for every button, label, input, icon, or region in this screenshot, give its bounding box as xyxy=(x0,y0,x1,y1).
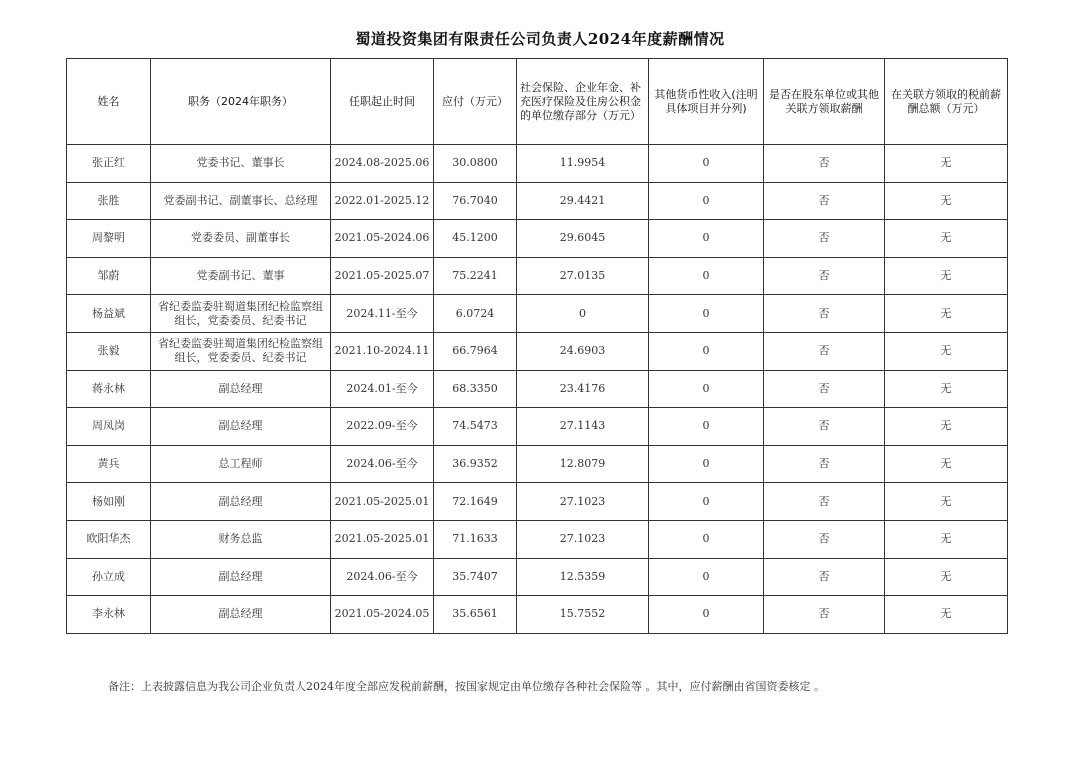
cell-term: 2024.06-至今 xyxy=(331,445,434,483)
cell-contributions: 29.4421 xyxy=(517,182,649,220)
cell-contributions: 0 xyxy=(517,295,649,333)
table-row xyxy=(67,257,1008,295)
cell-position: 党委副书记、副董事长、总经理 xyxy=(151,182,331,220)
header-term: 任职起止时间 xyxy=(331,59,434,145)
cell-name: 孙立成 xyxy=(67,558,151,596)
cell-other-income: 0 xyxy=(649,370,764,408)
document-title: 蜀道投资集团有限责任公司负责人2024年度薪酬情况 xyxy=(355,30,725,48)
cell-related-total: 无 xyxy=(885,596,1008,634)
cell-related-total: 无 xyxy=(885,182,1008,220)
cell-term: 2024.06-至今 xyxy=(331,558,434,596)
table-row xyxy=(67,520,1008,558)
cell-position: 党委书记、董事长 xyxy=(151,145,331,183)
table-row xyxy=(67,445,1008,483)
cell-contributions: 24.6903 xyxy=(517,332,649,370)
cell-paid-by-related: 否 xyxy=(764,558,885,596)
cell-position: 财务总监 xyxy=(151,520,331,558)
cell-paid-by-related: 否 xyxy=(764,596,885,634)
cell-other-income: 0 xyxy=(649,220,764,258)
table-header-row xyxy=(67,59,1008,145)
cell-contributions: 23.4176 xyxy=(517,370,649,408)
cell-contributions: 11.9954 xyxy=(517,145,649,183)
table-row xyxy=(67,483,1008,521)
cell-term: 2021.05-2024.06 xyxy=(331,220,434,258)
cell-other-income: 0 xyxy=(649,520,764,558)
cell-other-income: 0 xyxy=(649,558,764,596)
cell-term: 2021.05-2025.01 xyxy=(331,483,434,521)
cell-term: 2022.09-至今 xyxy=(331,408,434,446)
table-row xyxy=(67,145,1008,183)
table-row xyxy=(67,370,1008,408)
cell-related-total: 无 xyxy=(885,408,1008,446)
cell-related-total: 无 xyxy=(885,295,1008,333)
cell-position: 省纪委监委驻蜀道集团纪检监察组组长，党委委员、纪委书记 xyxy=(151,332,331,370)
cell-payable: 35.7407 xyxy=(434,558,517,596)
cell-term: 2021.05-2024.05 xyxy=(331,596,434,634)
cell-other-income: 0 xyxy=(649,332,764,370)
cell-name: 杨益斌 xyxy=(67,295,151,333)
header-position: 职务（2024年职务） xyxy=(151,59,331,145)
cell-other-income: 0 xyxy=(649,182,764,220)
cell-contributions: 27.1023 xyxy=(517,520,649,558)
table-row xyxy=(67,408,1008,446)
header-paid-by-related: 是否在股东单位或其他关联方领取薪酬 xyxy=(764,59,885,145)
cell-paid-by-related: 否 xyxy=(764,145,885,183)
cell-name: 蒋永林 xyxy=(67,370,151,408)
cell-paid-by-related: 否 xyxy=(764,408,885,446)
cell-payable: 68.3350 xyxy=(434,370,517,408)
cell-term: 2021.05-2025.07 xyxy=(331,257,434,295)
cell-related-total: 无 xyxy=(885,145,1008,183)
cell-contributions: 27.0135 xyxy=(517,257,649,295)
cell-contributions: 27.1023 xyxy=(517,483,649,521)
cell-name: 李永林 xyxy=(67,596,151,634)
cell-paid-by-related: 否 xyxy=(764,332,885,370)
cell-name: 张正红 xyxy=(67,145,151,183)
cell-related-total: 无 xyxy=(885,483,1008,521)
cell-payable: 72.1649 xyxy=(434,483,517,521)
cell-payable: 6.0724 xyxy=(434,295,517,333)
cell-term: 2024.08-2025.06 xyxy=(331,145,434,183)
cell-payable: 75.2241 xyxy=(434,257,517,295)
cell-name: 黄兵 xyxy=(67,445,151,483)
cell-related-total: 无 xyxy=(885,370,1008,408)
cell-other-income: 0 xyxy=(649,145,764,183)
cell-paid-by-related: 否 xyxy=(764,520,885,558)
cell-name: 张胜 xyxy=(67,182,151,220)
cell-position: 党委委员、副董事长 xyxy=(151,220,331,258)
cell-position: 副总经理 xyxy=(151,370,331,408)
cell-payable: 45.1200 xyxy=(434,220,517,258)
cell-other-income: 0 xyxy=(649,257,764,295)
cell-paid-by-related: 否 xyxy=(764,257,885,295)
cell-payable: 71.1633 xyxy=(434,520,517,558)
cell-payable: 36.9352 xyxy=(434,445,517,483)
salary-table xyxy=(66,58,1008,634)
cell-name: 周凤岗 xyxy=(67,408,151,446)
cell-other-income: 0 xyxy=(649,408,764,446)
cell-related-total: 无 xyxy=(885,520,1008,558)
cell-other-income: 0 xyxy=(649,596,764,634)
cell-term: 2024.01-至今 xyxy=(331,370,434,408)
cell-name: 欧阳华杰 xyxy=(67,520,151,558)
cell-position: 副总经理 xyxy=(151,558,331,596)
cell-contributions: 29.6045 xyxy=(517,220,649,258)
cell-payable: 35.6561 xyxy=(434,596,517,634)
cell-payable: 30.0800 xyxy=(434,145,517,183)
cell-other-income: 0 xyxy=(649,445,764,483)
cell-name: 张毅 xyxy=(67,332,151,370)
cell-other-income: 0 xyxy=(649,483,764,521)
cell-paid-by-related: 否 xyxy=(764,445,885,483)
cell-related-total: 无 xyxy=(885,445,1008,483)
cell-name: 邹蔚 xyxy=(67,257,151,295)
cell-position: 副总经理 xyxy=(151,596,331,634)
cell-position: 副总经理 xyxy=(151,483,331,521)
table-row xyxy=(67,295,1008,333)
cell-paid-by-related: 否 xyxy=(764,483,885,521)
header-contributions: 社会保险、企业年金、补充医疗保险及住房公积金的单位缴存部分（万元） xyxy=(517,59,649,145)
cell-contributions: 12.5359 xyxy=(517,558,649,596)
header-payable: 应付（万元） xyxy=(434,59,517,145)
cell-paid-by-related: 否 xyxy=(764,295,885,333)
cell-contributions: 12.8079 xyxy=(517,445,649,483)
cell-name: 周黎明 xyxy=(67,220,151,258)
table-row xyxy=(67,332,1008,370)
cell-name: 杨如刚 xyxy=(67,483,151,521)
cell-related-total: 无 xyxy=(885,257,1008,295)
cell-related-total: 无 xyxy=(885,220,1008,258)
cell-term: 2024.11-至今 xyxy=(331,295,434,333)
cell-payable: 74.5473 xyxy=(434,408,517,446)
header-other-income: 其他货币性收入(注明具体项目并分列) xyxy=(649,59,764,145)
cell-payable: 66.7964 xyxy=(434,332,517,370)
cell-paid-by-related: 否 xyxy=(764,220,885,258)
cell-term: 2022.01-2025.12 xyxy=(331,182,434,220)
header-name: 姓名 xyxy=(67,59,151,145)
table-row xyxy=(67,182,1008,220)
footnote: 备注：上表披露信息为我公司企业负责人2024年度全部应发税前薪酬，按国家规定由单位缴存各种社会保险等 。其中，应付薪酬由省国资委核定 。 xyxy=(108,680,825,693)
cell-other-income: 0 xyxy=(649,295,764,333)
cell-position: 副总经理 xyxy=(151,408,331,446)
cell-related-total: 无 xyxy=(885,558,1008,596)
cell-paid-by-related: 否 xyxy=(764,182,885,220)
cell-paid-by-related: 否 xyxy=(764,370,885,408)
cell-contributions: 15.7552 xyxy=(517,596,649,634)
cell-related-total: 无 xyxy=(885,332,1008,370)
cell-term: 2021.10-2024.11 xyxy=(331,332,434,370)
table-row xyxy=(67,558,1008,596)
table-row xyxy=(67,596,1008,634)
table-row xyxy=(67,220,1008,258)
cell-position: 省纪委监委驻蜀道集团纪检监察组组长，党委委员、纪委书记 xyxy=(151,295,331,333)
cell-contributions: 27.1143 xyxy=(517,408,649,446)
cell-position: 总工程师 xyxy=(151,445,331,483)
header-related-total: 在关联方领取的税前薪酬总额（万元） xyxy=(885,59,1008,145)
cell-position: 党委副书记、董事 xyxy=(151,257,331,295)
cell-payable: 76.7040 xyxy=(434,182,517,220)
cell-term: 2021.05-2025.01 xyxy=(331,520,434,558)
